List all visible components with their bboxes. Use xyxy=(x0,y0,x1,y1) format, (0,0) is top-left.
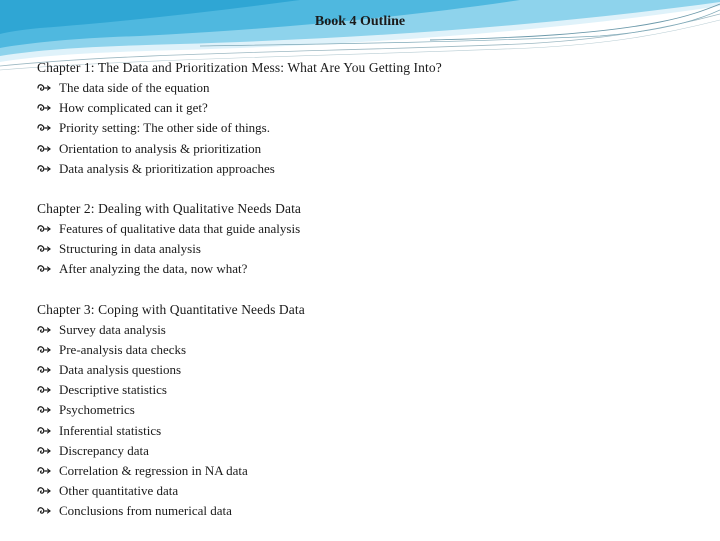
list-item xyxy=(37,78,697,98)
list-item-text: Conclusions from numerical data xyxy=(59,503,232,519)
list-item xyxy=(37,139,697,159)
swirl-bullet-icon xyxy=(37,224,59,234)
list-item-text: Orientation to analysis & prioritization xyxy=(59,140,262,156)
list-item xyxy=(37,380,697,400)
chapter-heading: Chapter 2: Dealing with Qualitative Needs Data xyxy=(37,200,302,216)
list-item-text: The data side of the equation xyxy=(59,80,210,96)
swirl-bullet-icon xyxy=(37,365,59,375)
swirl-bullet-icon xyxy=(37,446,59,456)
list-item xyxy=(37,98,697,118)
list-item-text: Data analysis questions xyxy=(59,361,182,377)
list-item xyxy=(37,461,697,481)
list-item-text: Structuring in data analysis xyxy=(59,241,201,257)
swirl-bullet-icon xyxy=(37,405,59,415)
list-item-text: After analyzing the data, now what? xyxy=(59,261,248,277)
swirl-bullet-icon xyxy=(37,385,59,395)
list-item xyxy=(37,481,697,501)
swirl-bullet-icon xyxy=(37,264,59,274)
swirl-bullet-icon xyxy=(37,345,59,355)
swirl-bullet-icon xyxy=(37,123,59,133)
chapter-topic-list xyxy=(37,320,697,522)
chapter-topic-list xyxy=(37,78,697,179)
list-item xyxy=(37,501,697,521)
list-item-text: Survey data analysis xyxy=(59,321,166,337)
list-item-text: Pre-analysis data checks xyxy=(59,341,187,357)
list-item xyxy=(37,239,697,259)
list-item xyxy=(37,219,697,239)
list-item-text: Data analysis & prioritization approaches xyxy=(59,160,275,176)
swirl-bullet-icon xyxy=(37,144,59,154)
swirl-bullet-icon xyxy=(37,325,59,335)
swirl-bullet-icon xyxy=(37,466,59,476)
list-item-text: Other quantitative data xyxy=(59,483,179,499)
slide-title: Book 4 Outline xyxy=(314,14,406,29)
chapter-section-3 xyxy=(37,300,697,522)
list-item-text: Features of qualitative data that guide analysis xyxy=(59,221,301,237)
list-item-text: Priority setting: The other side of things. xyxy=(59,120,270,136)
list-item-text: Psychometrics xyxy=(59,402,135,418)
list-item xyxy=(37,159,697,179)
chapter-topic-list xyxy=(37,219,697,280)
list-item xyxy=(37,441,697,461)
chapter-heading: Chapter 1: The Data and Prioritization Mess: What Are You Getting Into? xyxy=(37,60,442,75)
list-item-text: Inferential statistics xyxy=(59,422,162,438)
swirl-bullet-icon xyxy=(37,506,59,516)
swirl-bullet-icon xyxy=(37,103,59,113)
list-item-text: How complicated can it get? xyxy=(59,100,208,116)
list-item xyxy=(37,400,697,420)
swirl-bullet-icon xyxy=(37,83,59,93)
chapter-heading: Chapter 3: Coping with Quantitative Needs Data xyxy=(37,301,305,317)
list-item xyxy=(37,259,697,279)
list-item xyxy=(37,420,697,440)
chapter-section-1 xyxy=(37,58,697,179)
swirl-bullet-icon xyxy=(37,164,59,174)
swirl-bullet-icon xyxy=(37,426,59,436)
swirl-bullet-icon xyxy=(37,244,59,254)
list-item xyxy=(37,340,697,360)
chapter-section-2 xyxy=(37,199,697,280)
list-item xyxy=(37,118,697,138)
list-item-text: Correlation & regression in NA data xyxy=(59,462,248,478)
list-item xyxy=(37,320,697,340)
list-item-text: Descriptive statistics xyxy=(59,382,167,398)
swirl-bullet-icon xyxy=(37,486,59,496)
list-item-text: Discrepancy data xyxy=(59,442,149,458)
list-item xyxy=(37,360,697,380)
outline-content xyxy=(37,58,697,541)
